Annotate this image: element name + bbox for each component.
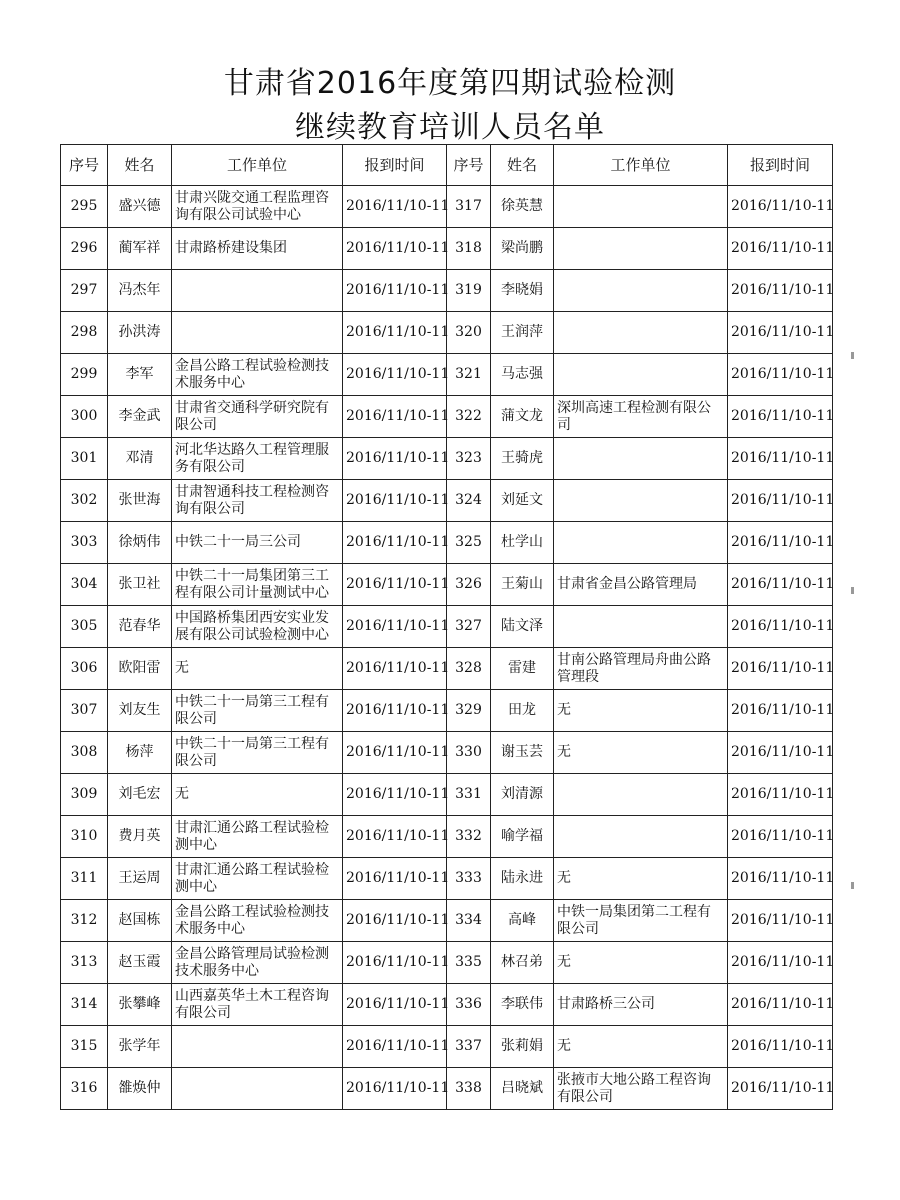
right-date-cell: 2016/11/10-11 [728, 438, 833, 480]
right-no-cell: 322 [447, 396, 491, 438]
left-name-cell: 欧阳雷 [108, 648, 172, 690]
right-name-cell: 喻学福 [491, 816, 554, 858]
table-row [61, 942, 833, 984]
title-line-2: 继续教育培训人员名单 [295, 110, 605, 145]
right-name-cell: 徐英慧 [491, 186, 554, 228]
right-name-cell: 梁尚鹏 [491, 228, 554, 270]
header-name-right: 姓名 [491, 145, 554, 186]
left-unit-cell [172, 1068, 343, 1110]
right-no-cell: 331 [447, 774, 491, 816]
left-no-cell: 305 [61, 606, 108, 648]
right-date-cell: 2016/11/10-11 [728, 816, 833, 858]
right-date-cell: 2016/11/10-11 [728, 942, 833, 984]
left-name-cell: 费月英 [108, 816, 172, 858]
table-row [61, 270, 833, 312]
table-row [61, 984, 833, 1026]
left-name-cell: 雒焕仲 [108, 1068, 172, 1110]
left-date-cell: 2016/11/10-11 [343, 648, 447, 690]
right-no-cell: 334 [447, 900, 491, 942]
left-unit-cell [172, 270, 343, 312]
left-no-cell: 314 [61, 984, 108, 1026]
left-name-cell: 邓清 [108, 438, 172, 480]
left-no-cell: 306 [61, 648, 108, 690]
right-no-cell: 327 [447, 606, 491, 648]
left-date-cell: 2016/11/10-11 [343, 522, 447, 564]
right-unit-cell [554, 312, 728, 354]
left-name-cell: 张攀峰 [108, 984, 172, 1026]
table-row [61, 438, 833, 480]
right-name-cell: 林召弟 [491, 942, 554, 984]
left-unit-cell: 金昌公路管理局试验检测技术服务中心 [172, 942, 343, 984]
right-name-cell: 刘清源 [491, 774, 554, 816]
left-no-cell: 295 [61, 186, 108, 228]
right-unit-cell [554, 606, 728, 648]
right-unit-cell: 深圳高速工程检测有限公司 [554, 396, 728, 438]
left-no-cell: 301 [61, 438, 108, 480]
header-date-left: 报到时间 [343, 145, 447, 186]
title-line-1: 甘肃省2016年度第四期试验检测 [223, 66, 677, 101]
right-unit-cell: 无 [554, 942, 728, 984]
right-no-cell: 330 [447, 732, 491, 774]
left-date-cell: 2016/11/10-11 [343, 270, 447, 312]
right-name-cell: 蒲文龙 [491, 396, 554, 438]
right-unit-cell: 无 [554, 1026, 728, 1068]
right-name-cell: 谢玉芸 [491, 732, 554, 774]
header-no-left: 序号 [61, 145, 108, 186]
left-unit-cell: 中国路桥集团西安实业发展有限公司试验检测中心 [172, 606, 343, 648]
roster-table [60, 144, 833, 1110]
table-row [61, 186, 833, 228]
right-name-cell: 王骑虎 [491, 438, 554, 480]
left-no-cell: 298 [61, 312, 108, 354]
left-date-cell: 2016/11/10-11 [343, 564, 447, 606]
left-unit-cell: 金昌公路工程试验检测技术服务中心 [172, 354, 343, 396]
right-unit-cell [554, 228, 728, 270]
right-unit-cell [554, 480, 728, 522]
right-date-cell: 2016/11/10-11 [728, 774, 833, 816]
right-no-cell: 332 [447, 816, 491, 858]
left-unit-cell: 无 [172, 774, 343, 816]
right-no-cell: 323 [447, 438, 491, 480]
right-date-cell: 2016/11/10-11 [728, 228, 833, 270]
left-unit-cell: 中铁二十一局第三工程有限公司 [172, 732, 343, 774]
left-date-cell: 2016/11/10-11 [343, 858, 447, 900]
table-row [61, 690, 833, 732]
document-title [0, 62, 900, 150]
left-unit-cell: 甘肃路桥建设集团 [172, 228, 343, 270]
right-date-cell: 2016/11/10-11 [728, 480, 833, 522]
left-no-cell: 303 [61, 522, 108, 564]
left-no-cell: 311 [61, 858, 108, 900]
left-name-cell: 赵国栋 [108, 900, 172, 942]
left-no-cell: 312 [61, 900, 108, 942]
left-date-cell: 2016/11/10-11 [343, 186, 447, 228]
table-row [61, 312, 833, 354]
left-unit-cell: 中铁二十一局集团第三工程有限公司计量测试中心 [172, 564, 343, 606]
left-date-cell: 2016/11/10-11 [343, 816, 447, 858]
header-unit-right: 工作单位 [554, 145, 728, 186]
right-unit-cell [554, 816, 728, 858]
right-date-cell: 2016/11/10-11 [728, 732, 833, 774]
left-name-cell: 冯杰年 [108, 270, 172, 312]
left-date-cell: 2016/11/10-11 [343, 942, 447, 984]
left-date-cell: 2016/11/10-11 [343, 438, 447, 480]
right-date-cell: 2016/11/10-11 [728, 522, 833, 564]
scan-speck [851, 882, 854, 889]
header-unit-left: 工作单位 [172, 145, 343, 186]
right-date-cell: 2016/11/10-11 [728, 312, 833, 354]
table-row [61, 396, 833, 438]
right-name-cell: 雷建 [491, 648, 554, 690]
left-no-cell: 313 [61, 942, 108, 984]
right-unit-cell: 甘南公路管理局舟曲公路管理段 [554, 648, 728, 690]
table-row [61, 354, 833, 396]
left-unit-cell: 无 [172, 648, 343, 690]
left-no-cell: 300 [61, 396, 108, 438]
left-unit-cell: 甘肃智通科技工程检测咨询有限公司 [172, 480, 343, 522]
right-name-cell: 杜学山 [491, 522, 554, 564]
left-unit-cell: 甘肃汇通公路工程试验检测中心 [172, 816, 343, 858]
left-name-cell: 刘友生 [108, 690, 172, 732]
left-date-cell: 2016/11/10-11 [343, 900, 447, 942]
right-unit-cell: 甘肃省金昌公路管理局 [554, 564, 728, 606]
left-no-cell: 296 [61, 228, 108, 270]
table-row [61, 900, 833, 942]
table-row [61, 228, 833, 270]
right-date-cell: 2016/11/10-11 [728, 690, 833, 732]
left-name-cell: 徐炳伟 [108, 522, 172, 564]
right-no-cell: 333 [447, 858, 491, 900]
table-row [61, 1068, 833, 1110]
right-name-cell: 李联伟 [491, 984, 554, 1026]
right-name-cell: 陆文泽 [491, 606, 554, 648]
right-unit-cell [554, 186, 728, 228]
right-no-cell: 329 [447, 690, 491, 732]
right-unit-cell: 中铁一局集团第二工程有限公司 [554, 900, 728, 942]
left-name-cell: 杨萍 [108, 732, 172, 774]
left-name-cell: 李军 [108, 354, 172, 396]
right-date-cell: 2016/11/10-11 [728, 1068, 833, 1110]
right-date-cell: 2016/11/10-11 [728, 648, 833, 690]
table-row [61, 480, 833, 522]
right-date-cell: 2016/11/10-11 [728, 984, 833, 1026]
left-date-cell: 2016/11/10-11 [343, 774, 447, 816]
left-date-cell: 2016/11/10-11 [343, 984, 447, 1026]
left-no-cell: 299 [61, 354, 108, 396]
left-unit-cell: 中铁二十一局第三工程有限公司 [172, 690, 343, 732]
left-name-cell: 范春华 [108, 606, 172, 648]
right-no-cell: 319 [447, 270, 491, 312]
left-unit-cell: 中铁二十一局三公司 [172, 522, 343, 564]
left-unit-cell: 甘肃兴陇交通工程监理咨询有限公司试验中心 [172, 186, 343, 228]
right-date-cell: 2016/11/10-11 [728, 564, 833, 606]
left-name-cell: 蔺军祥 [108, 228, 172, 270]
right-name-cell: 田龙 [491, 690, 554, 732]
right-name-cell: 吕晓斌 [491, 1068, 554, 1110]
left-date-cell: 2016/11/10-11 [343, 1026, 447, 1068]
left-no-cell: 304 [61, 564, 108, 606]
right-no-cell: 320 [447, 312, 491, 354]
table-row [61, 732, 833, 774]
table-row [61, 1026, 833, 1068]
left-no-cell: 309 [61, 774, 108, 816]
left-name-cell: 王运周 [108, 858, 172, 900]
header-name-left: 姓名 [108, 145, 172, 186]
table-row [61, 858, 833, 900]
left-unit-cell: 甘肃汇通公路工程试验检测中心 [172, 858, 343, 900]
left-date-cell: 2016/11/10-11 [343, 690, 447, 732]
right-no-cell: 325 [447, 522, 491, 564]
right-date-cell: 2016/11/10-11 [728, 354, 833, 396]
left-name-cell: 张学年 [108, 1026, 172, 1068]
right-name-cell: 张莉娟 [491, 1026, 554, 1068]
right-no-cell: 328 [447, 648, 491, 690]
table-row [61, 816, 833, 858]
left-date-cell: 2016/11/10-11 [343, 606, 447, 648]
left-date-cell: 2016/11/10-11 [343, 1068, 447, 1110]
left-date-cell: 2016/11/10-11 [343, 354, 447, 396]
table-row [61, 522, 833, 564]
left-no-cell: 310 [61, 816, 108, 858]
table-row [61, 774, 833, 816]
right-unit-cell [554, 774, 728, 816]
right-date-cell: 2016/11/10-11 [728, 900, 833, 942]
roster-body [61, 186, 833, 1110]
left-name-cell: 李金武 [108, 396, 172, 438]
right-no-cell: 336 [447, 984, 491, 1026]
left-name-cell: 张世海 [108, 480, 172, 522]
left-name-cell: 刘毛宏 [108, 774, 172, 816]
right-no-cell: 318 [447, 228, 491, 270]
right-unit-cell: 无 [554, 858, 728, 900]
table-row [61, 564, 833, 606]
scan-speck [851, 587, 854, 594]
left-date-cell: 2016/11/10-11 [343, 312, 447, 354]
left-unit-cell: 甘肃省交通科学研究院有限公司 [172, 396, 343, 438]
right-date-cell: 2016/11/10-11 [728, 270, 833, 312]
right-no-cell: 335 [447, 942, 491, 984]
table-row [61, 606, 833, 648]
right-date-cell: 2016/11/10-11 [728, 606, 833, 648]
right-unit-cell: 甘肃路桥三公司 [554, 984, 728, 1026]
right-name-cell: 王润萍 [491, 312, 554, 354]
right-no-cell: 317 [447, 186, 491, 228]
left-date-cell: 2016/11/10-11 [343, 396, 447, 438]
left-date-cell: 2016/11/10-11 [343, 732, 447, 774]
left-unit-cell: 金昌公路工程试验检测技术服务中心 [172, 900, 343, 942]
left-name-cell: 孙洪涛 [108, 312, 172, 354]
right-unit-cell: 无 [554, 732, 728, 774]
right-no-cell: 337 [447, 1026, 491, 1068]
right-unit-cell: 无 [554, 690, 728, 732]
right-unit-cell [554, 438, 728, 480]
right-unit-cell [554, 522, 728, 564]
left-unit-cell: 河北华达路久工程管理服务有限公司 [172, 438, 343, 480]
right-no-cell: 338 [447, 1068, 491, 1110]
left-unit-cell: 山西嘉英华土木工程咨询有限公司 [172, 984, 343, 1026]
left-no-cell: 307 [61, 690, 108, 732]
right-no-cell: 321 [447, 354, 491, 396]
right-name-cell: 高峰 [491, 900, 554, 942]
left-date-cell: 2016/11/10-11 [343, 228, 447, 270]
right-unit-cell: 张掖市大地公路工程咨询有限公司 [554, 1068, 728, 1110]
right-name-cell: 马志强 [491, 354, 554, 396]
right-no-cell: 324 [447, 480, 491, 522]
header-date-right: 报到时间 [728, 145, 833, 186]
right-date-cell: 2016/11/10-11 [728, 396, 833, 438]
right-date-cell: 2016/11/10-11 [728, 186, 833, 228]
table-row [61, 648, 833, 690]
left-name-cell: 张卫社 [108, 564, 172, 606]
right-date-cell: 2016/11/10-11 [728, 1026, 833, 1068]
left-no-cell: 308 [61, 732, 108, 774]
left-unit-cell [172, 1026, 343, 1068]
scan-speck [851, 352, 854, 359]
left-no-cell: 297 [61, 270, 108, 312]
header-no-right: 序号 [447, 145, 491, 186]
right-name-cell: 王菊山 [491, 564, 554, 606]
right-unit-cell [554, 270, 728, 312]
right-no-cell: 326 [447, 564, 491, 606]
right-unit-cell [554, 354, 728, 396]
right-date-cell: 2016/11/10-11 [728, 858, 833, 900]
right-name-cell: 陆永进 [491, 858, 554, 900]
left-no-cell: 315 [61, 1026, 108, 1068]
right-name-cell: 刘延文 [491, 480, 554, 522]
left-no-cell: 302 [61, 480, 108, 522]
left-no-cell: 316 [61, 1068, 108, 1110]
header-row [61, 145, 833, 186]
left-name-cell: 盛兴德 [108, 186, 172, 228]
right-name-cell: 李晓娟 [491, 270, 554, 312]
left-name-cell: 赵玉霞 [108, 942, 172, 984]
left-unit-cell [172, 312, 343, 354]
left-date-cell: 2016/11/10-11 [343, 480, 447, 522]
